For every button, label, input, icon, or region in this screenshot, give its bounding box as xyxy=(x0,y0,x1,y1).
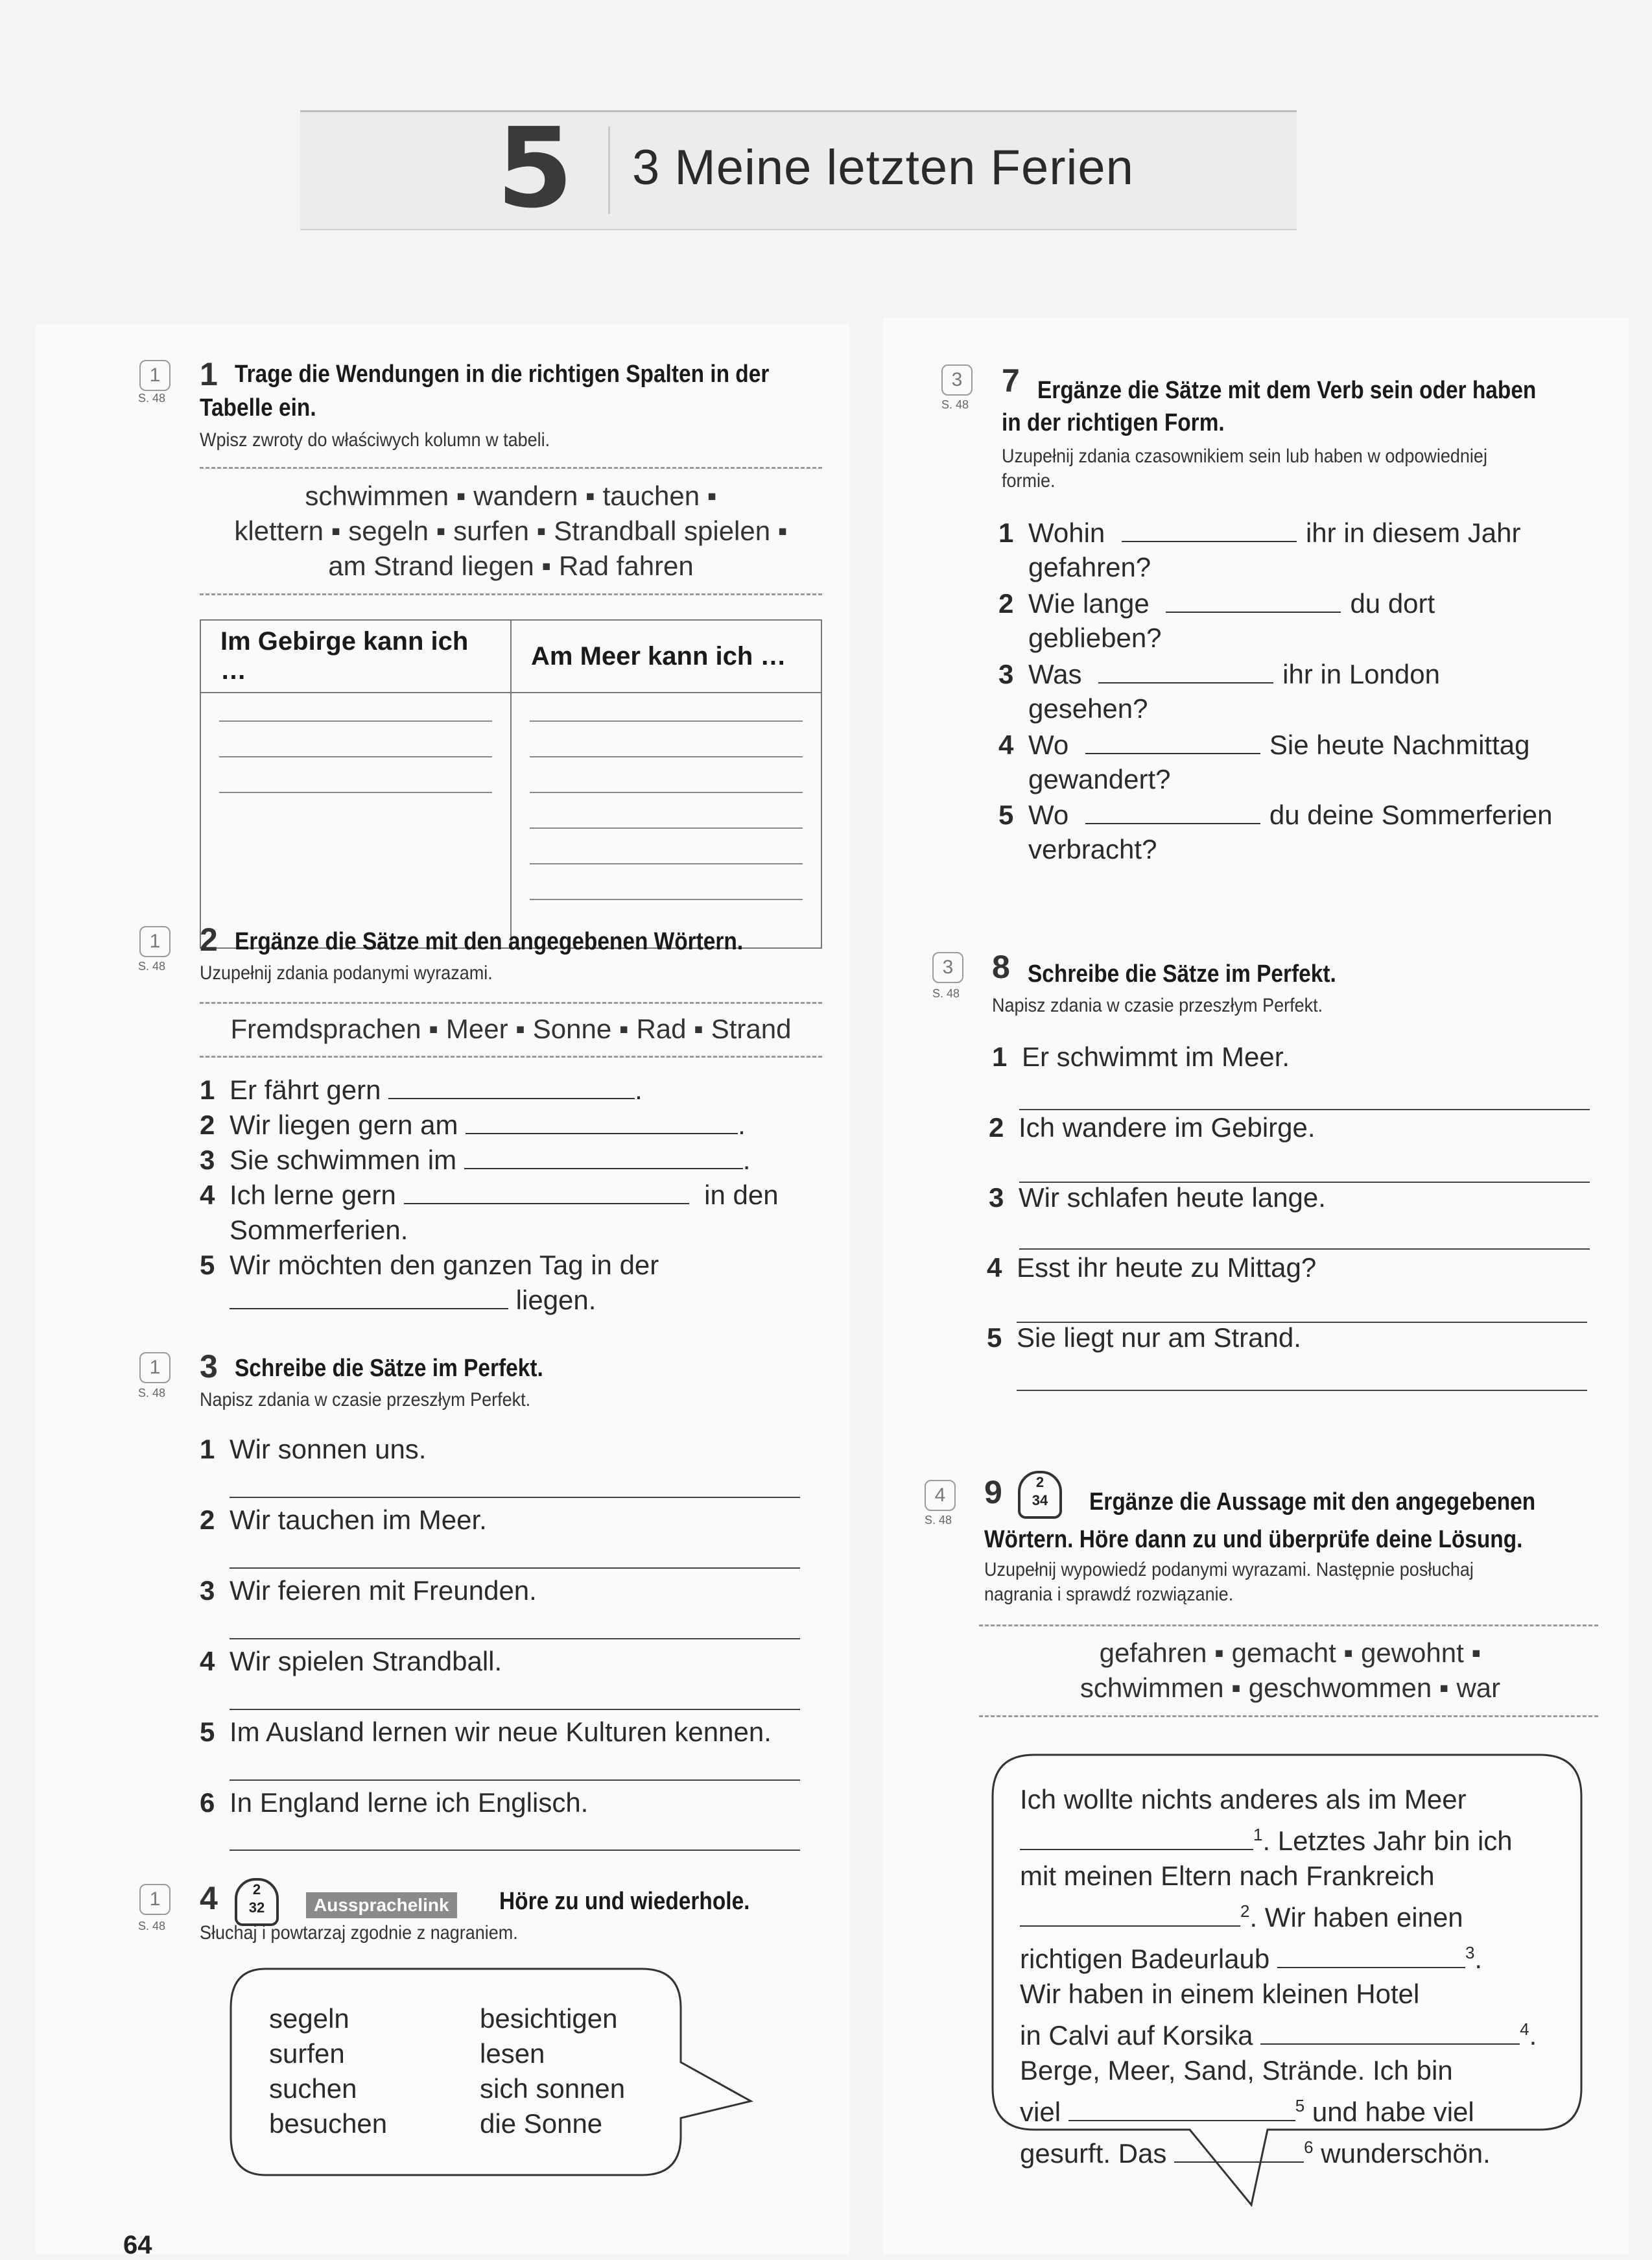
sentence-item: 1 Wir sonnen uns. xyxy=(200,1434,427,1464)
headphones-icon[interactable]: 2 32 xyxy=(235,1878,279,1926)
sentence-item: 4 Wir spielen Strandball. xyxy=(200,1646,502,1676)
sentence-item: 3 Sie schwimmen im . xyxy=(200,1145,751,1175)
pronunciation-badge: Aussprachelink xyxy=(306,1892,457,1918)
reference-page: S. 48 xyxy=(138,1386,166,1399)
exercise-number: 4 xyxy=(200,1880,218,1916)
fill-blank[interactable] xyxy=(388,1076,635,1099)
reference-page: S. 48 xyxy=(138,1920,166,1933)
exercise-instruction: Napisz zdania w czasie przeszłym Perfekt. xyxy=(992,995,1323,1016)
word-column-1: segeln surfen suchen besuchen xyxy=(269,2003,388,2139)
word-list-line: klettern ▪ segeln ▪ surfen ▪ Strandball spielen ▪ xyxy=(234,516,788,546)
level-badge: 1 xyxy=(139,926,171,957)
fill-blank[interactable] xyxy=(1260,2021,1520,2045)
sentence-item: 5 Im Ausland lernen wir neue Kulturen kennen. xyxy=(200,1717,772,1747)
sentence-item: 5 Wir möchten den ganzen Tag in der xyxy=(200,1250,659,1280)
gap-fill-text: Ich wollte nichts anderes als im Meer $^1$. Letztes Jahr bin ich mit meinen Eltern nach Frankreich $^2$. Wir haben einen richtigen Badeurlaub $^3$. Wir haben in einem kleinen Hotel in Calvi auf Korsika $^4$. Berge, Meer, Sand, Strände. Ich bin viel $^5$ und habe viel gesurft. Das $^6$ wunderschön. xyxy=(1020,1784,1537,2169)
sentence-item: 2 Wir tauchen im Meer. xyxy=(200,1505,487,1535)
sentence-item: 4 Wo Sie heute Nachmittag xyxy=(998,730,1530,760)
fill-blank[interactable] xyxy=(1020,1903,1240,1927)
sentence-item: 1 Er fährt gern . xyxy=(200,1075,643,1105)
headphones-icon[interactable]: 2 34 xyxy=(1018,1471,1062,1519)
word-column-2: besichtigen lesen sich sonnen die Sonne xyxy=(480,2003,626,2139)
wordbox-top-line xyxy=(200,1002,822,1004)
exercise-title: Schreibe die Sätze im Perfekt. xyxy=(235,1355,543,1382)
exercise-instruction: Uzupełnij wypowiedź podanymi wyrazami. Następnie posłuchaj xyxy=(984,1559,1474,1580)
answer-line[interactable] xyxy=(230,1850,800,1851)
fill-blank[interactable] xyxy=(1277,1945,1465,1968)
word-list-line: schwimmen ▪ wandern ▪ tauchen ▪ xyxy=(305,481,717,511)
exercise-number: 3 xyxy=(200,1348,218,1385)
sentence-item: 3 Was ihr in London xyxy=(998,659,1440,689)
fill-blank[interactable] xyxy=(230,1286,508,1309)
level-badge: 1 xyxy=(139,360,171,391)
sentence-item: 2 Ich wandere im Gebirge. xyxy=(989,1112,1316,1143)
fill-blank[interactable] xyxy=(464,1146,743,1169)
write-line[interactable] xyxy=(530,792,803,827)
exercise-instruction: Uzupełnij zdania czasownikiem sein lub haben w odpowiedniej xyxy=(1002,446,1487,467)
reference-page: S. 48 xyxy=(138,960,166,973)
level-badge: 4 xyxy=(925,1480,956,1511)
answer-line[interactable] xyxy=(1019,1248,1590,1250)
exercise-instruction: Napisz zdania w czasie przeszłym Perfekt. xyxy=(200,1389,531,1410)
exercise-title: Ergänze die Aussage mit den angegebenen xyxy=(1089,1488,1536,1516)
reference-page: S. 48 xyxy=(941,398,969,411)
sentence-item: 5 Wo du deine Sommerferien xyxy=(998,800,1553,830)
write-line[interactable] xyxy=(219,720,492,756)
fill-blank[interactable] xyxy=(1174,2139,1304,2163)
column-header-mountains: Im Gebirge kann ich … xyxy=(200,620,511,693)
level-badge: 1 xyxy=(139,1352,171,1383)
fill-blank[interactable] xyxy=(1068,2098,1295,2121)
sentence-continuation: gefahren? xyxy=(1028,552,1151,582)
sentence-item: 2 Wir liegen gern am . xyxy=(200,1110,746,1140)
wordbox-bottom-line xyxy=(200,593,822,595)
answer-line[interactable] xyxy=(230,1779,800,1781)
fill-blank[interactable] xyxy=(1085,731,1260,754)
exercise-title: Ergänze die Sätze mit dem Verb sein oder haben xyxy=(1037,377,1537,404)
answer-line[interactable] xyxy=(230,1567,800,1569)
fill-blank[interactable] xyxy=(404,1181,689,1204)
exercise-title-line2: in der richtigen Form. xyxy=(1002,409,1225,436)
answer-line[interactable] xyxy=(230,1638,800,1639)
exercise-title: Ergänze die Sätze mit den angegebenen Wörtern. xyxy=(235,928,744,955)
word-list: Fremdsprachen ▪ Meer ▪ Sonne ▪ Rad ▪ Strand xyxy=(230,1014,792,1044)
reference-page: S. 48 xyxy=(138,392,166,405)
wordbox-bottom-line xyxy=(979,1715,1598,1717)
page-number: 64 xyxy=(123,2231,152,2259)
exercise-title: Trage die Wendungen in die richtigen Spalten in der xyxy=(235,361,770,388)
exercise-number: 7 xyxy=(1002,363,1020,399)
exercise-instruction: Uzupełnij zdania podanymi wyrazami. xyxy=(200,962,493,984)
write-line[interactable] xyxy=(530,756,803,792)
answer-line[interactable] xyxy=(230,1709,800,1710)
sentence-item: 5 Sie liegt nur am Strand. xyxy=(987,1322,1301,1353)
exercise-number: 1 xyxy=(200,356,218,392)
column-header-sea: Am Meer kann ich … xyxy=(511,620,821,693)
unit-number: 5 xyxy=(496,104,574,233)
level-badge: 1 xyxy=(139,1884,171,1915)
sentence-continuation: liegen. xyxy=(230,1283,596,1318)
exercise-number: 9 xyxy=(984,1474,1002,1510)
write-line[interactable] xyxy=(530,720,803,756)
write-line[interactable] xyxy=(530,863,803,899)
header-divider xyxy=(608,126,610,214)
reference-page: S. 48 xyxy=(932,987,960,1000)
word-list-line: gefahren ▪ gemacht ▪ gewohnt ▪ xyxy=(1099,1637,1481,1668)
table-cell-sea[interactable] xyxy=(511,693,821,948)
fill-blank[interactable] xyxy=(1085,801,1260,824)
fill-blank[interactable] xyxy=(1122,519,1297,542)
sentence-item: 4 Ich lerne gern in den xyxy=(200,1180,779,1210)
wordbox-top-line xyxy=(200,467,822,469)
fill-blank[interactable] xyxy=(466,1111,738,1134)
sentence-item: 1 Wohin ihr in diesem Jahr xyxy=(998,517,1521,548)
answer-line[interactable] xyxy=(1017,1390,1587,1391)
exercise-title-line2: Tabelle ein. xyxy=(200,394,316,422)
exercise-title-line2: Wörtern. Höre dann zu und überprüfe deine Lösung. xyxy=(984,1526,1523,1553)
sentence-item: 4 Esst ihr heute zu Mittag? xyxy=(987,1252,1317,1283)
sentence-continuation: verbracht? xyxy=(1028,834,1157,864)
exercise-title: Höre zu und wiederhole. xyxy=(499,1888,750,1915)
sentence-continuation: gewandert? xyxy=(1028,764,1171,794)
fill-blank[interactable] xyxy=(1020,1827,1253,1850)
word-list-line: am Strand liegen ▪ Rad fahren xyxy=(328,551,694,581)
table-cell-mountains[interactable] xyxy=(200,693,511,948)
exercise-instruction: Słuchaj i powtarzaj zgodnie z nagraniem. xyxy=(200,1922,518,1944)
wordbox-bottom-line xyxy=(200,1056,822,1058)
sentence-item: 1 Er schwimmt im Meer. xyxy=(992,1041,1290,1072)
exercise-number: 2 xyxy=(200,922,218,958)
write-line[interactable] xyxy=(219,792,492,827)
sentence-continuation: gesehen? xyxy=(1028,693,1148,724)
fill-blank[interactable] xyxy=(1166,589,1341,613)
exercise-instruction-line2: nagrania i sprawdź rozwiązanie. xyxy=(984,1584,1234,1605)
reference-page: S. 48 xyxy=(925,1514,952,1527)
sorting-table xyxy=(200,619,822,949)
answer-line[interactable] xyxy=(230,1497,800,1498)
exercise-number: 8 xyxy=(992,949,1010,985)
sentence-continuation: Sommerferien. xyxy=(230,1215,408,1245)
word-list-line: schwimmen ▪ geschwommen ▪ war xyxy=(1080,1672,1501,1703)
exercise-instruction: Wpisz zwroty do właściwych kolumn w tabeli. xyxy=(200,429,550,451)
sentence-item: 2 Wie lange du dort xyxy=(998,588,1435,619)
wordbox-top-line xyxy=(979,1624,1598,1626)
fill-blank[interactable] xyxy=(1098,660,1273,684)
sentence-continuation: geblieben? xyxy=(1028,623,1162,653)
exercise-title: Schreibe die Sätze im Perfekt. xyxy=(1028,960,1336,988)
sentence-item: 3 Wir schlafen heute lange. xyxy=(989,1182,1326,1213)
write-line[interactable] xyxy=(530,827,803,863)
level-badge: 3 xyxy=(932,952,963,983)
level-badge: 3 xyxy=(941,364,973,396)
page-title: 3 Meine letzten Ferien xyxy=(632,140,1134,195)
sentence-item: 6 In England lerne ich Englisch. xyxy=(200,1787,589,1818)
exercise-instruction-line2: formie. xyxy=(1002,470,1056,492)
sentence-item: 3 Wir feieren mit Freunden. xyxy=(200,1575,537,1606)
write-line[interactable] xyxy=(219,756,492,792)
